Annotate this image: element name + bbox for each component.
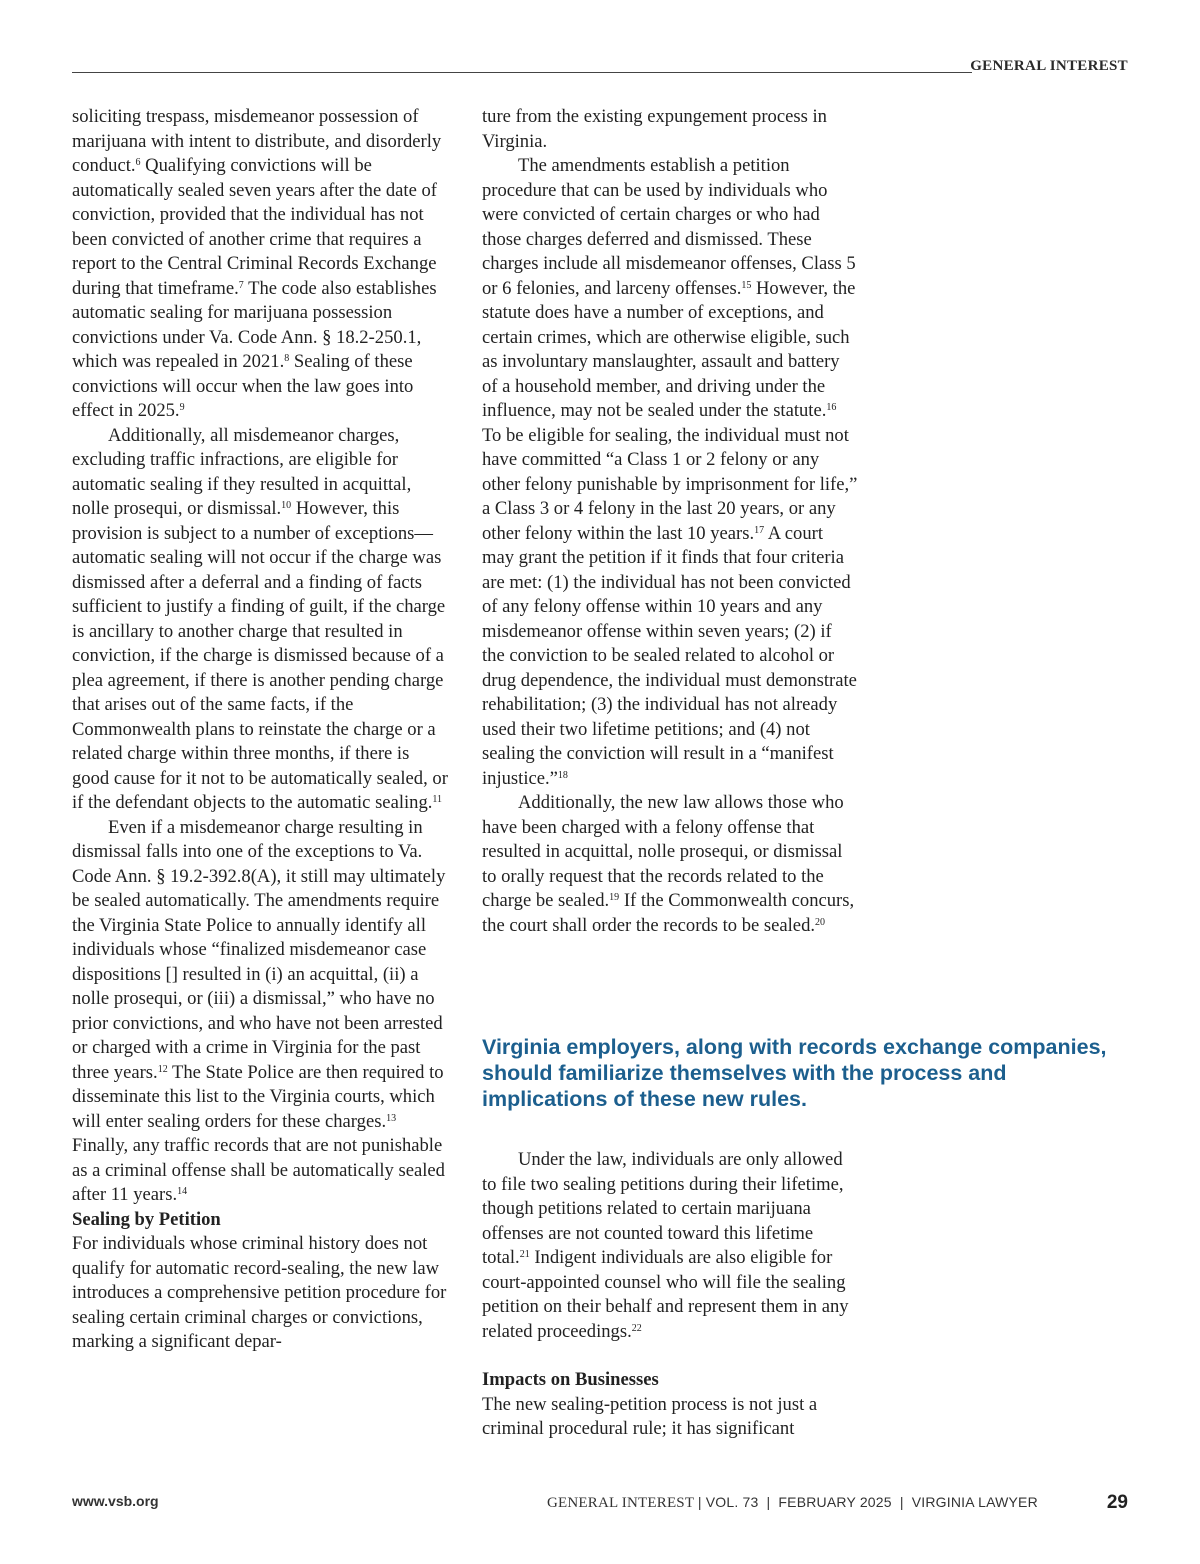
paragraph: Even if a misdemeanor charge resulting in dismissal falls into one of the exceptions to Va. Code Ann. § 19.2-392.8(A), it still may ultimately be sealed automatically. The amendments require the Virginia State Police to annually identify all individuals whose “finalized misdemeanor case dispositions [] resulted in (i) an acquittal, (ii) a nolle prosequi, or (iii) a dismissal,” who have no prior convictions, and who have not been arrested or charged with a crime in Virginia for the past three years.$^{12}$ The State Police are then required to disseminate this list to the Virginia courts, which will enter sealing orders for these charges.$^{13}$ Finally, any traffic records that are not punishable as a criminal offense shall be automatically sealed after 11 years.$^{14}$: [72, 816, 446, 1205]
footnote-ref[interactable]: 13: [386, 1112, 397, 1124]
paragraph: Under the law, individuals are only allowed to file two sealing petitions during their lifetime, though petitions related to certain marijuana offenses are not counted toward this lifetime total.$^{21}$ Indigent individuals are also eligible for court-appointed counsel who will file the sealing petition on their behalf and represent them in any related proceedings.$^{22}$: [482, 1149, 849, 1342]
section-heading: Impacts on Businesses: [482, 1369, 659, 1390]
spacer: [482, 1344, 858, 1368]
footer-credits: GENERAL INTEREST | VOL. 73 | FEBRUARY 2025 | VIRGINIA LAWYER: [547, 1494, 1038, 1511]
footnote-ref[interactable]: 7: [238, 279, 244, 291]
paragraph: The new sealing-petition process is not just a criminal procedural rule; it has significant: [482, 1393, 818, 1439]
footnote-ref[interactable]: 15: [741, 279, 752, 291]
pull-quote: Virginia employers, along with records exchange companies, should familiarize themselves with the process and implications of these new rules.: [482, 1035, 1107, 1111]
footnote-ref[interactable]: 12: [157, 1063, 168, 1075]
header-rule: [72, 72, 972, 73]
right-column: [482, 105, 858, 938]
footnote-ref[interactable]: 16: [826, 402, 837, 413]
footnote-ref[interactable]: 10: [281, 500, 292, 511]
paragraph: For individuals whose criminal history does not qualify for automatic record-sealing, the new law introduces a comprehensive petition procedure for sealing certain criminal charges or convictions, marking a significant depar-: [72, 1233, 447, 1352]
footnote-ref[interactable]: 14: [177, 1186, 188, 1197]
footnote-ref[interactable]: 11: [432, 794, 443, 805]
paragraph: ture from the existing expungement process in Virginia.: [482, 106, 827, 152]
paragraph: soliciting trespass, misdemeanor possession of marijuana with intent to distribute, and disorderly conduct.$^6$ Qualifying convictions will be automatically sealed seven years after the date of conviction, provided that the individual has not been convicted of another crime that requires a report to the Central Criminal Records Exchange during that timeframe.$^7$ The code also establishes automatic sealing for marijuana possession convictions under Va. Code Ann. § 18.2-250.1, which was repealed in 2021.$^8$ Sealing of these convictions will occur when the law goes into effect in 2025.$^9$: [72, 106, 442, 421]
section-heading: Sealing by Petition: [72, 1208, 221, 1230]
right-column-continued: [482, 1148, 858, 1442]
footer-url-link[interactable]: www.vsb.org: [72, 1493, 159, 1509]
paragraph: The amendments establish a petition procedure that can be used by individuals who were convicted of certain charges or who had those charges deferred and dismissed. These charges include all misdemeanor offenses, Class 5 or 6 felonies, and larceny offenses.$^{15}$ However, the statute does have a number of exceptions, and certain crimes, which are otherwise eligible, such as involuntary manslaughter, assault and battery of a household member, and driving under the influence, may not be sealed under the statute.$^{16}$ To be eligible for sealing, the individual must not have committed “a Class 1 or 2 felony or any other felony punishable by imprisonment for life,” a Class 3 or 4 felony in the last 20 years, or any other felony within the last 10 years.$^{17}$ A court may grant the petition if it finds that four criteria are met: (1) the individual has not been convicted of any felony offense within 10 years and any misdemeanor offense within seven years; (2) if the conviction to be sealed related to alcohol or drug dependence, the individual must demonstrate rehabilitation; (3) the individual has not already used their two lifetime petitions; and (4) not sealing the conviction will result in a “manifest injustice.”$^{18}$: [482, 155, 858, 789]
footnote-ref[interactable]: 21: [519, 1249, 530, 1260]
page-number: 29: [1106, 1492, 1128, 1513]
footnote-ref[interactable]: 17: [754, 524, 765, 536]
footnote-ref[interactable]: 8: [284, 353, 290, 364]
footnote-ref[interactable]: 22: [631, 1322, 642, 1334]
footnote-ref[interactable]: 9: [179, 402, 185, 413]
footnote-ref[interactable]: 6: [135, 157, 141, 168]
paragraph: Additionally, all misdemeanor charges, excluding traffic infractions, are eligible for automatic sealing if they resulted in acquittal, nolle prosequi, or dismissal.$^{10}$ However, this provision is subject to a number of exceptions—automatic sealing will not occur if the charge was dismissed after a deferral and a finding of facts sufficient to justify a finding of guilt, if the charge is ancillary to another charge that resulted in conviction, if the charge is dismissed because of a plea agreement, if there is another pending charge that arises out of the same facts, if the Commonwealth plans to reinstate the charge or a related charge within three months, if there is good cause for it not to be automatically sealed, or if the defendant objects to the automatic sealing.$^{11}$: [72, 424, 448, 813]
paragraph: Additionally, the new law allows those who have been charged with a felony offense that resulted in acquittal, nolle prosequi, or dismissal to orally request that the records related to the charge be sealed.$^{19}$ If the Commonwealth concurs, the court shall order the records to be sealed.$^{20}$: [482, 792, 855, 936]
footnote-ref[interactable]: 20: [815, 916, 826, 928]
left-column: [72, 105, 450, 1355]
footnote-ref[interactable]: 18: [557, 769, 568, 781]
footnote-ref[interactable]: 19: [609, 892, 620, 903]
running-header: GENERAL INTEREST: [970, 58, 1128, 74]
